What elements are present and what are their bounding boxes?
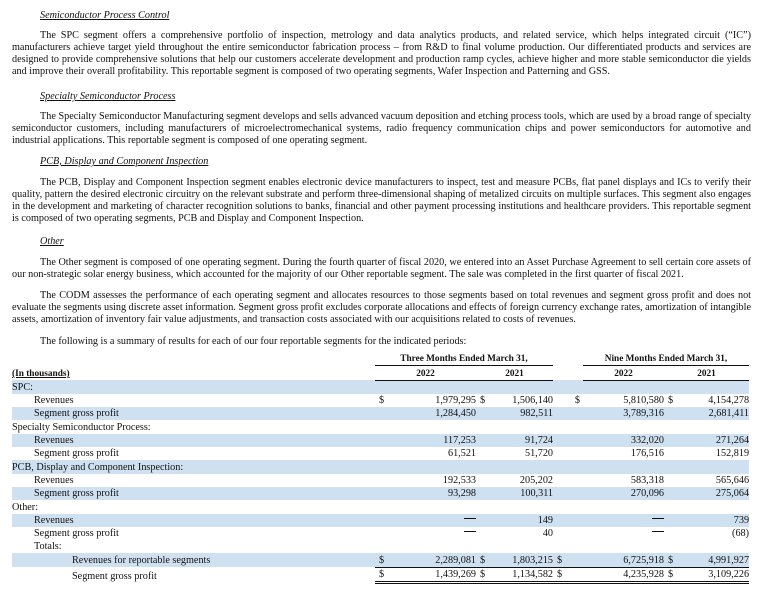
value-cell: 117,253 (393, 434, 476, 447)
currency-symbol: $ (664, 567, 679, 582)
currency-symbol: $ (668, 395, 674, 407)
section-text-other: The Other segment is composed of one operating segment. During the fourth quarter of fiscal 2020, we entered into an Asset Purchase Agreement to sell certain core assets of our non-strategic solar energy business, which accounted for the majority of our Other reportable segment. The sale was completed in the first quarter of fiscal 2021. (12, 257, 751, 280)
currency-symbol: $ (574, 395, 580, 407)
table-row-spc-gross-profit (12, 407, 749, 420)
codm-paragraph: The CODM assesses the performance of each operating segment and allocates resources to those segments based on total revenues and segment gross profit and does not evaluate the segments using discrete asset information. Segment gross profit excludes corporate allocations and effects of foreign currency exchange rates, amortization of intangible assets, amortization of inventory fair value adjustments, and transaction costs associated with our acquisitions related to costs of revenues. (12, 290, 751, 325)
group-row-specialty (12, 420, 749, 433)
header-year-row (12, 366, 749, 380)
value-cell: 1,439,269 (393, 567, 476, 582)
section-heading-specialty: Specialty Semiconductor Process (40, 91, 176, 102)
year-three-a: 2022 (375, 366, 476, 380)
row-label: Segment gross profit (34, 528, 119, 540)
value-cell: 176,516 (630, 448, 664, 460)
table-row-total-gross-profit (12, 567, 749, 582)
section-heading-pcb: PCB, Display and Component Inspection (40, 156, 209, 167)
currency-symbol: $ (553, 567, 583, 582)
value-cell: 271,264 (679, 434, 749, 447)
currency-symbol: $ (375, 567, 393, 582)
table-row-specialty-gross-profit (12, 447, 749, 460)
group-label-spc: SPC: (12, 380, 375, 394)
value-cell: 1,803,215 (491, 553, 553, 567)
value-cell: 2,681,411 (679, 407, 749, 420)
value-cell: 4,154,278 (708, 395, 750, 407)
value-cell: 61,521 (447, 448, 476, 460)
value-cell: 152,819 (715, 448, 750, 460)
row-label: Segment gross profit (12, 407, 375, 420)
dash-cell (583, 514, 664, 527)
row-label: Revenues (12, 434, 375, 447)
year-three-b: 2021 (476, 366, 553, 380)
dash-mark (652, 518, 664, 519)
currency-symbol: $ (375, 553, 393, 567)
year-nine-b: 2021 (664, 366, 749, 380)
table-row-pcb-revenues (12, 474, 749, 487)
value-cell: 270,096 (583, 487, 664, 500)
currency-symbol: $ (476, 567, 491, 582)
value-cell: 3,789,316 (583, 407, 664, 420)
value-cell: 51,720 (524, 448, 553, 460)
table-row-pcb-gross-profit (12, 487, 749, 500)
value-cell: 1,134,582 (491, 567, 553, 582)
currency-symbol: $ (379, 395, 385, 407)
value-cell: 982,511 (491, 407, 553, 420)
row-label: Segment gross profit (34, 448, 119, 460)
value-cell: 5,810,580 (623, 395, 664, 407)
section-text-pcb: The PCB, Display and Component Inspection segment enables electronic device manufacturers to inspect, test and measure PCBs, flat panel displays and ICs to verify their quality, pattern the desired electronic circuitry on the relevant substrate and perform three-dimensional shaping of metalized circuits on multiple surfaces. This segment also engages in the development and marketing of character recognition solutions to banks, financial and other payment processing institutions and healthcare providers. This reportable segment is composed of two operating segments, PCB and Display and Component Inspection. (12, 177, 751, 224)
value-cell: 1,506,140 (512, 395, 553, 407)
row-label: Revenues for reportable segments (12, 553, 375, 567)
table-row-total-revenues (12, 553, 749, 567)
section-heading-other: Other (40, 236, 64, 247)
value-cell: 100,311 (491, 487, 553, 500)
header-three-months: Three Months Ended March 31, (375, 352, 553, 366)
value-cell: (68) (732, 528, 750, 540)
segment-results-table (12, 352, 749, 584)
section-text-specialty: The Specialty Semiconductor Manufacturing segment develops and sells advanced vacuum deposition and etching process tools, which are used by a broad range of specialty semiconductor customers, including manufacturers of microelectromechanical systems, radio frequency communication chips and power semiconductors for automotive and industrial applications. This reportable segment is composed of one operating segment. (12, 111, 751, 146)
header-period-row (12, 352, 749, 366)
group-label-other: Other: (12, 501, 39, 513)
unit-label: (In thousands) (12, 369, 70, 380)
year-nine-a: 2022 (583, 366, 664, 380)
group-row-spc (12, 380, 749, 394)
row-label: Revenues (34, 395, 74, 407)
value-cell: 6,725,918 (583, 553, 664, 567)
value-cell: 3,109,226 (679, 567, 749, 582)
group-label-pcb: PCB, Display and Component Inspection: (12, 460, 375, 473)
value-cell: 4,991,927 (679, 553, 749, 567)
dash-mark (464, 518, 476, 519)
value-cell: 93,298 (393, 487, 476, 500)
currency-symbol: $ (476, 553, 491, 567)
group-label-specialty: Specialty Semiconductor Process: (12, 421, 151, 433)
group-row-totals (12, 540, 749, 553)
header-nine-months: Nine Months Ended March 31, (583, 352, 749, 366)
value-cell: 149 (491, 514, 553, 527)
value-cell: 91,724 (491, 434, 553, 447)
section-heading-spc: Semiconductor Process Control (40, 10, 170, 21)
currency-symbol: $ (664, 553, 679, 567)
section-text-spc: The SPC segment offers a comprehensive portfolio of inspection, metrology and data analytics products, and related service, which helps integrated circuit (“IC”) manufacturers achieve target yield throughout the entire semiconductor fabrication process – from R&D to final volume production. Our differentiated products and services are designed to provide comprehensive solutions that help our customers accelerate development and production ramp cycles, achieve higher and more stable semiconductor die yields and improve their overall profitability. This reportable segment is composed of two operating segments, Wafer Inspection and Patterning and GSS. (12, 30, 751, 77)
table-row-other-revenues (12, 514, 749, 527)
value-cell: 275,064 (679, 487, 749, 500)
value-cell: 583,318 (630, 474, 664, 486)
table-row-specialty-revenues (12, 434, 749, 447)
row-label: Segment gross profit (12, 487, 375, 500)
dash-cell (583, 527, 664, 540)
dash-cell (393, 527, 476, 540)
value-cell: 2,289,081 (393, 553, 476, 567)
row-label: Segment gross profit (72, 570, 157, 582)
value-cell: 565,646 (715, 474, 750, 486)
value-cell: 205,202 (519, 474, 553, 486)
value-cell: 4,235,928 (583, 567, 664, 582)
table-row-spc-revenues (12, 394, 749, 407)
group-row-other (12, 500, 749, 513)
summary-intro: The following is a summary of results for each of our four reportable segments for the indicated periods: (40, 336, 467, 347)
group-label-totals: Totals: (34, 541, 62, 553)
currency-symbol: $ (480, 395, 486, 407)
value-cell: 1,979,295 (435, 395, 476, 407)
value-cell: 1,284,450 (393, 407, 476, 420)
row-label: Revenues (34, 474, 74, 486)
table-row-other-gross-profit (12, 527, 749, 540)
currency-symbol: $ (553, 553, 583, 567)
value-cell: 40 (542, 528, 553, 540)
dash-cell (393, 514, 476, 527)
dash-mark (652, 531, 664, 532)
group-row-pcb (12, 460, 749, 473)
row-label: Revenues (12, 514, 375, 527)
value-cell: 192,533 (442, 474, 476, 486)
value-cell: 739 (679, 514, 749, 527)
dash-mark (464, 531, 476, 532)
value-cell: 332,020 (583, 434, 664, 447)
